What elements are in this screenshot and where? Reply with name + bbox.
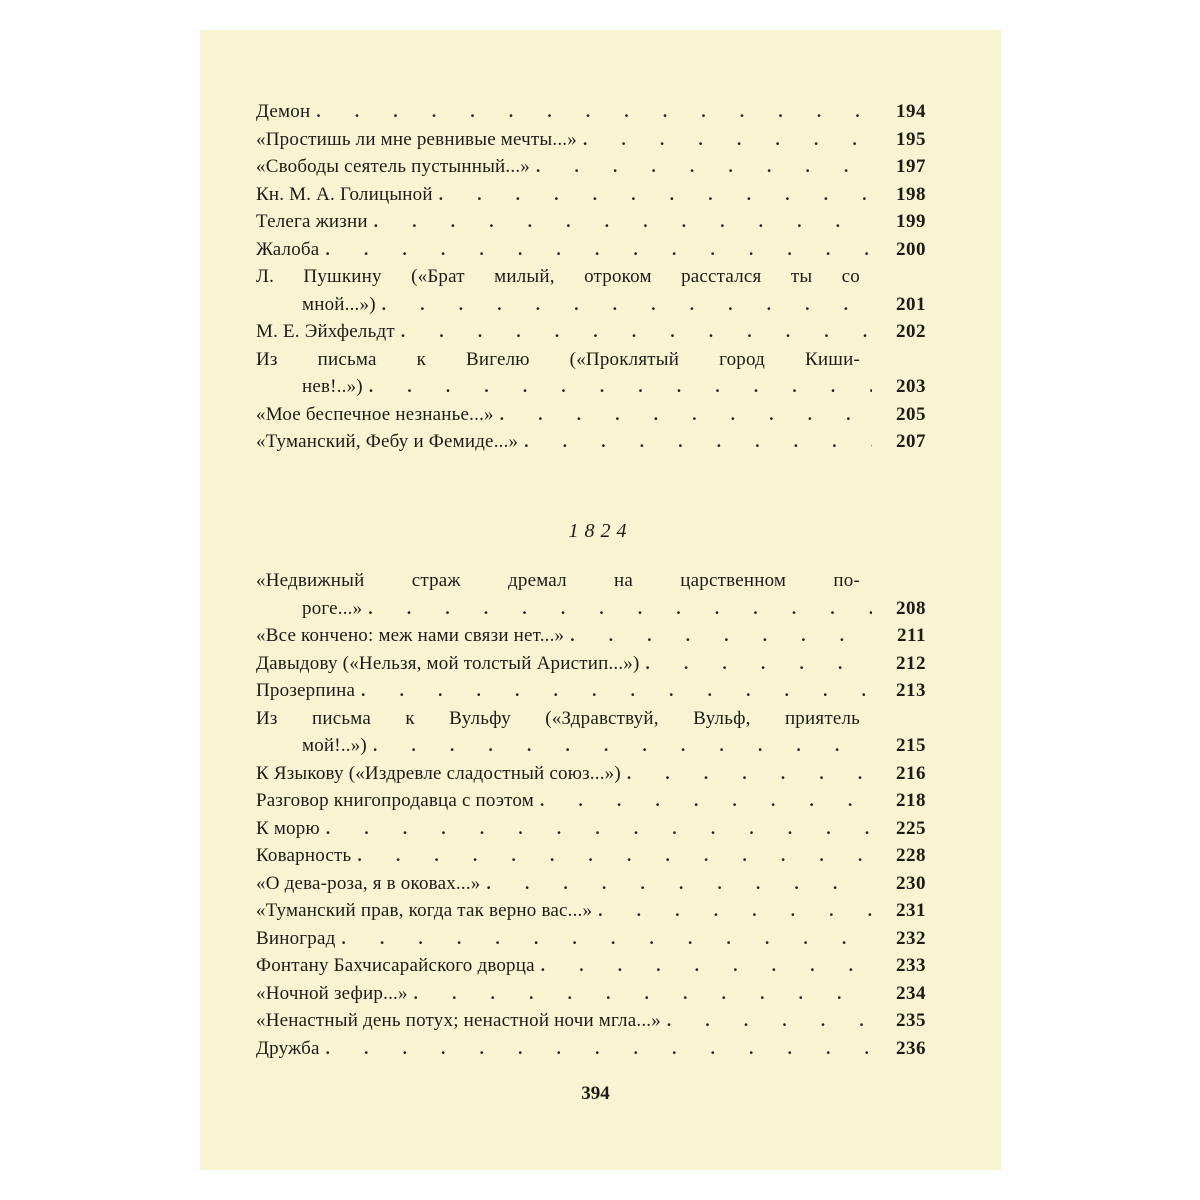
toc-entry-page-number: 234 (896, 982, 926, 1004)
toc-entry (256, 401, 926, 429)
toc-entry-title: «Все кончено: меж нами связи нет...» (256, 625, 565, 646)
toc-entry-line (256, 952, 926, 980)
toc-entry-line (256, 595, 926, 623)
toc-entry (256, 153, 926, 181)
toc-entry (256, 236, 926, 264)
dot-leader (540, 787, 872, 815)
toc-entry-page-number: 213 (896, 680, 926, 701)
toc-entry (256, 705, 926, 760)
dot-leader (414, 980, 872, 1008)
toc-entry-page-number: 236 (896, 1037, 926, 1059)
dot-leader (646, 650, 872, 678)
toc-entry-line (256, 567, 926, 595)
toc-entry (256, 787, 926, 815)
toc-entry-page-number: 212 (896, 652, 926, 674)
toc-entry (256, 208, 926, 236)
dot-leader (374, 208, 872, 236)
dot-leader (486, 870, 872, 898)
page-number: 394 (581, 1083, 610, 1104)
dot-leader (439, 181, 872, 209)
toc-entry-page-number: 194 (896, 101, 926, 122)
toc-entry-page-number: 216 (896, 762, 926, 784)
dot-leader (369, 373, 872, 401)
year-heading: 1824 (568, 520, 633, 542)
dot-leader (583, 126, 872, 154)
toc-entry-page-number: 199 (896, 211, 926, 232)
toc-entry (256, 126, 926, 154)
toc-entry-page-number: 230 (896, 872, 926, 894)
dot-leader (342, 925, 872, 953)
dot-leader (627, 760, 872, 788)
toc-entry-line (256, 842, 926, 870)
toc-entry-line (256, 208, 926, 236)
toc-entry-line (256, 787, 926, 815)
toc-entry-title: «Простишь ли мне ревнивые мечты...» (256, 128, 577, 150)
toc-entry-line (256, 705, 926, 733)
book-page (200, 30, 1001, 1170)
toc-entry (256, 1035, 926, 1063)
toc-entry-line (256, 291, 926, 319)
dot-leader (536, 153, 872, 181)
toc-entry-line (256, 815, 926, 843)
toc-entry-title: Л. Пушкину («Брат милый, отроком расстался ты со (256, 266, 860, 287)
toc-list-1824 (256, 567, 926, 1062)
dot-leader (500, 401, 872, 429)
dot-leader (570, 622, 872, 650)
toc-entry-page-number: 225 (896, 817, 926, 839)
toc-entry-title: роге...» (302, 597, 363, 619)
toc-entry (256, 980, 926, 1008)
toc-entry-title: Демон (256, 101, 311, 122)
toc-entry-page-number: 202 (896, 321, 926, 342)
toc-entry-page-number: 218 (896, 790, 926, 811)
toc-entry-line (256, 1007, 926, 1035)
toc-entry-line (256, 622, 926, 650)
dot-leader (373, 732, 872, 760)
toc-entry-line (256, 181, 926, 209)
toc-entry-line (256, 373, 926, 401)
toc-entry-title: М. Е. Эйхфельдт (256, 321, 395, 342)
toc-entry (256, 1007, 926, 1035)
toc-entry-title: Разговор книгопродавца с поэтом (256, 790, 534, 811)
dot-leader (361, 677, 872, 705)
toc-entry-line (256, 153, 926, 181)
toc-entry (256, 318, 926, 346)
toc-entry-title: Из письма к Вульфу («Здравствуй, Вульф, приятель (256, 707, 860, 729)
toc-entry (256, 181, 926, 209)
toc-entry-line (256, 650, 926, 678)
dot-leader (325, 236, 872, 264)
toc-entry (256, 677, 926, 705)
toc-entry-page-number: 201 (896, 293, 926, 315)
dot-leader (667, 1007, 872, 1035)
toc-entry (256, 870, 926, 898)
toc-entry-page-number: 198 (896, 183, 926, 205)
toc-entry-title: «Мое беспечное незнанье...» (256, 403, 494, 425)
toc-entry-title: Дружба (256, 1037, 320, 1059)
toc-entry-page-number: 197 (896, 156, 926, 177)
toc-entry-title: Фонтану Бахчисарайского дворца (256, 955, 535, 976)
dot-leader (316, 98, 872, 126)
toc-entry-line (256, 428, 926, 456)
dot-leader (524, 428, 872, 456)
toc-entry-line (256, 401, 926, 429)
toc-entry-title: «Недвижный страж дремал на царственном по- (256, 570, 860, 591)
dot-leader (368, 595, 872, 623)
toc-entry (256, 428, 926, 456)
toc-entry-title: нев!..») (302, 376, 363, 397)
toc-entry-title: мой!..») (302, 735, 367, 756)
toc-entry-title: Коварность (256, 845, 352, 866)
toc-entry-line (256, 870, 926, 898)
toc-entry-title: «Туманский, Фебу и Фемиде...» (256, 431, 519, 452)
dot-leader (541, 952, 872, 980)
toc-entry-page-number: 228 (896, 845, 926, 866)
toc-entry-line (256, 925, 926, 953)
toc-entry-title: Давыдову («Нельзя, мой толстый Аристип...») (256, 652, 640, 674)
toc-entry-page-number: 232 (896, 927, 926, 949)
dot-leader (382, 291, 872, 319)
toc-entry-line (256, 98, 926, 126)
toc-entry (256, 567, 926, 622)
toc-entry-title: «Туманский прав, когда так верно вас...» (256, 900, 593, 921)
toc-entry-title: Виноград (256, 927, 336, 949)
toc-entry-line (256, 980, 926, 1008)
toc-entry (256, 952, 926, 980)
toc-entry-title: Прозерпина (256, 680, 356, 701)
toc-entry-line (256, 732, 926, 760)
toc-entry-line (256, 897, 926, 925)
toc-entry (256, 815, 926, 843)
toc-entry-line (256, 236, 926, 264)
toc-entry-title: К Языкову («Издревле сладостный союз...») (256, 762, 621, 784)
toc-entry-title: К морю (256, 817, 320, 839)
dot-leader (357, 842, 872, 870)
toc-entry-title: Телега жизни (256, 211, 368, 232)
toc-entry-page-number: 231 (896, 900, 926, 921)
toc-entry-title: «Ночной зефир...» (256, 982, 408, 1004)
toc-entry-title: мной...») (302, 293, 376, 315)
toc-entry (256, 650, 926, 678)
toc-entry (256, 263, 926, 318)
toc-entry-page-number: 235 (896, 1010, 926, 1031)
toc-entry-title: Жалоба (256, 238, 320, 260)
toc-entry-title: «О дева-роза, я в оковах...» (256, 872, 481, 894)
toc-entry (256, 897, 926, 925)
toc-entry-line (256, 346, 926, 374)
toc-entry (256, 760, 926, 788)
toc-entry (256, 98, 926, 126)
toc-entry-line (256, 1035, 926, 1063)
toc-entry-line (256, 263, 926, 291)
toc-entry-line (256, 318, 926, 346)
toc-entry (256, 925, 926, 953)
toc-entry-page-number: 203 (896, 376, 926, 397)
toc-entry (256, 842, 926, 870)
toc-entry-page-number: 207 (896, 431, 926, 452)
toc-entry-page-number: 205 (896, 403, 926, 425)
toc-entry-title: Из письма к Вигелю («Проклятый город Киши- (256, 348, 860, 370)
toc-entry-page-number: 200 (896, 238, 926, 260)
toc-entry-page-number: 215 (896, 735, 926, 756)
toc-entry (256, 346, 926, 401)
dot-leader (598, 897, 872, 925)
toc-entry-title: «Свободы сеятель пустынный...» (256, 156, 530, 177)
toc-entry-page-number: 208 (896, 597, 926, 619)
toc-entry-title: «Ненастный день потух; ненастной ночи мгла...» (256, 1010, 661, 1031)
dot-leader (326, 1035, 872, 1063)
toc-entry-page-number: 195 (896, 128, 926, 150)
toc-entry-page-number: 211 (897, 625, 926, 646)
toc-entry-page-number: 233 (896, 955, 926, 976)
toc-entry (256, 622, 926, 650)
toc-entry-line (256, 760, 926, 788)
dot-leader (401, 318, 872, 346)
toc-entry-title: Кн. М. А. Голицыной (256, 183, 433, 205)
toc-list-1823 (256, 98, 926, 456)
toc-entry-line (256, 126, 926, 154)
dot-leader (326, 815, 872, 843)
toc-entry-line (256, 677, 926, 705)
